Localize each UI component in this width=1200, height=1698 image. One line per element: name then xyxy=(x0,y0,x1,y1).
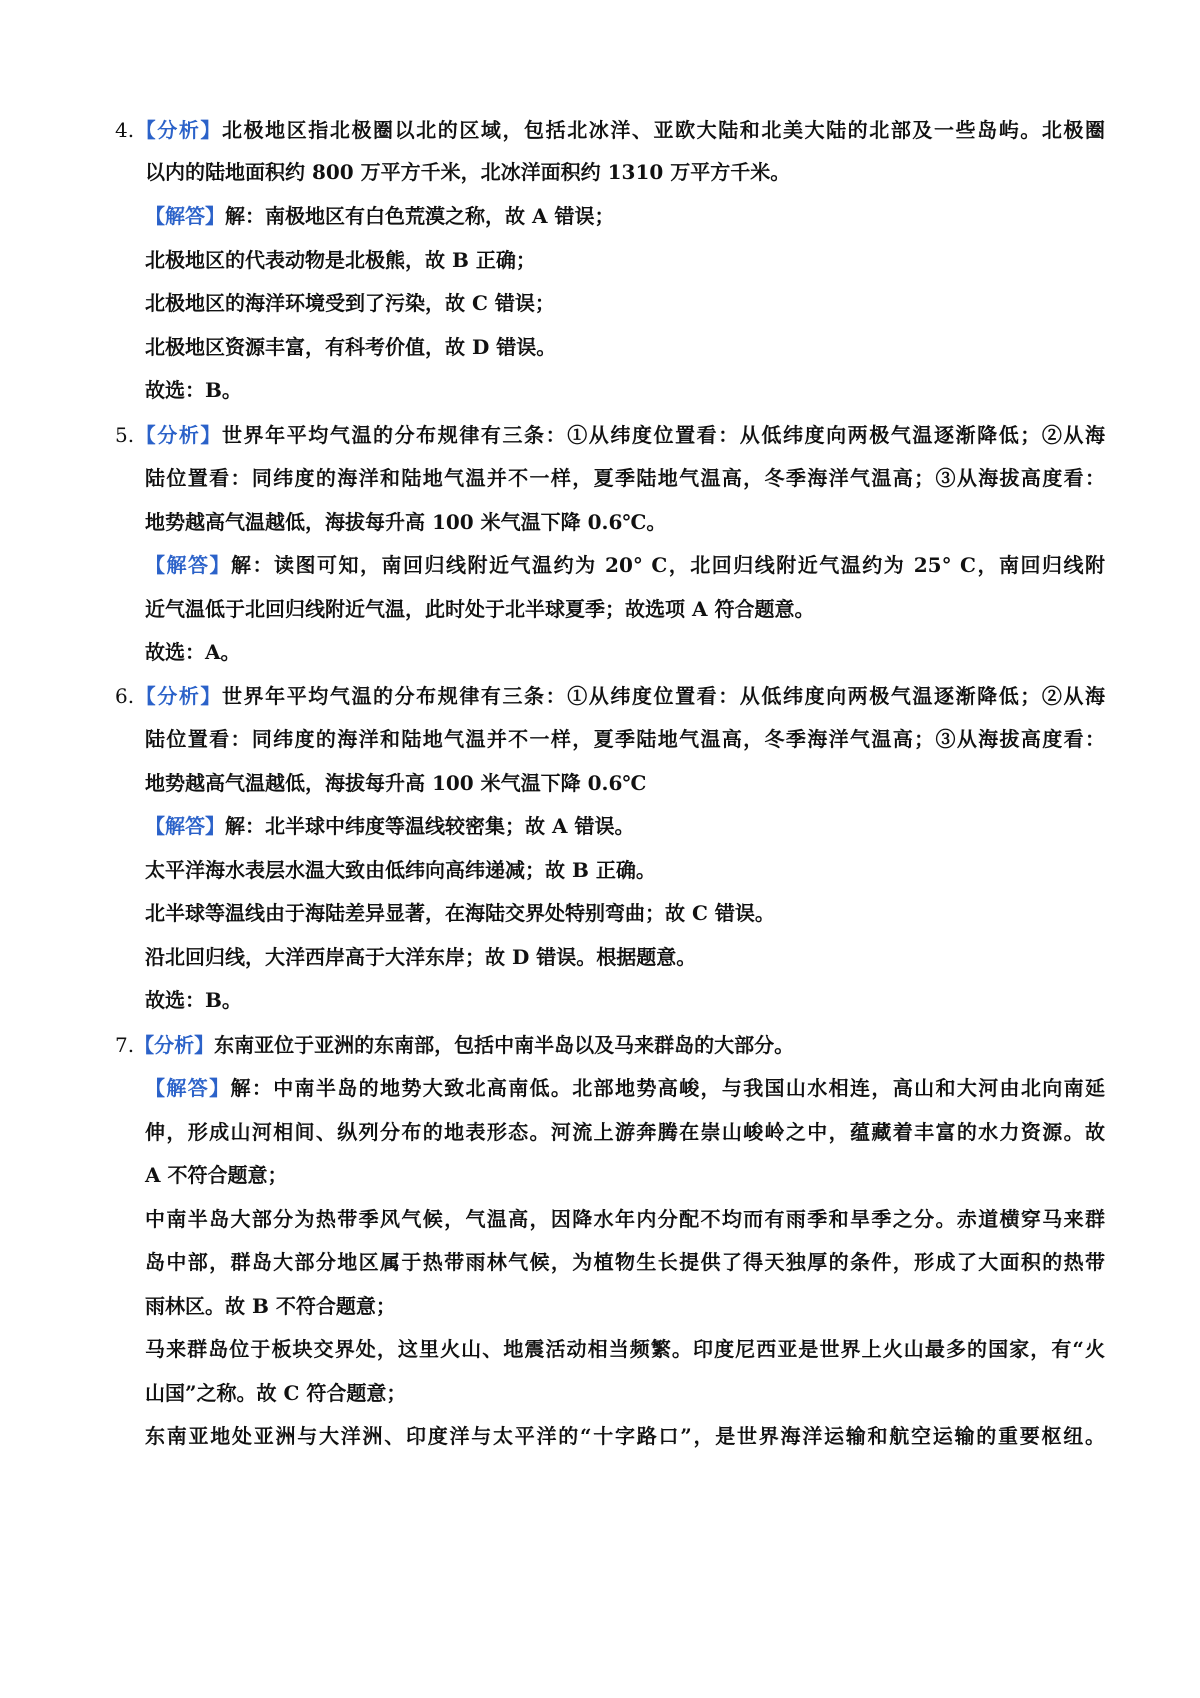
q6-analysis-line-1 xyxy=(115,681,1106,711)
q5-analysis-line-2 xyxy=(145,463,1105,493)
q7-answer-text-3: A 不符合题意； xyxy=(145,1163,288,1187)
q7-answer-text-2: 伸，形成山河相间、纵列分布的地表形态。河流上游奔腾在崇山峻岭之中，蕴藏着丰富的水力资源。故 xyxy=(145,1120,1105,1144)
q4-analysis-line-2 xyxy=(145,157,1105,187)
q7-answer-tag: 【解答】 xyxy=(145,1076,231,1100)
q5-answer-line-2 xyxy=(145,594,1105,624)
q6-choice-line xyxy=(145,985,1105,1015)
q6-answer-line-3 xyxy=(145,898,1105,928)
q4-answer-tag: 【解答】 xyxy=(145,204,225,228)
q7-answer-line-5 xyxy=(145,1247,1105,1277)
q6-analysis-text-2: 陆位置看：同纬度的海洋和陆地气温并不一样，夏季陆地气温高，冬季海洋气温高；③从海拔高度看： xyxy=(145,727,1105,751)
q7-answer-line-1 xyxy=(145,1073,1105,1103)
q4-analysis-tag: 【分析】 xyxy=(134,118,222,142)
q4-analysis-line-1 xyxy=(115,115,1106,145)
q7-answer-text-6: 雨林区。故 B 不符合题意； xyxy=(145,1294,396,1318)
q6-analysis-tag: 【分析】 xyxy=(134,684,222,708)
q6-answer-text-2: 太平洋海水表层水温大致由低纬向高纬递减；故 B 正确。 xyxy=(145,858,656,882)
q6-answer-tag: 【解答】 xyxy=(145,814,225,838)
q7-answer-text-1: 解：中南半岛的地势大致北高南低。北部地势高峻，与我国山水相连，高山和大河由北向南延 xyxy=(230,1076,1106,1100)
q4-answer-line-1 xyxy=(145,201,1105,231)
q5-answer-line-1 xyxy=(145,550,1105,580)
q7-answer-text-7: 马来群岛位于板块交界处，这里火山、地震活动相当频繁。印度尼西亚是世界上火山最多的国家，有“火 xyxy=(145,1337,1105,1361)
q7-answer-text-4: 中南半岛大部分为热带季风气候，气温高，因降水年内分配不均而有雨季和旱季之分。赤道横穿马来群 xyxy=(145,1207,1105,1231)
q7-answer-text-5: 岛中部，群岛大部分地区属于热带雨林气候，为植物生长提供了得天独厚的条件，形成了大面积的热带 xyxy=(145,1250,1105,1274)
q6-answer-line-2 xyxy=(145,855,1105,885)
q7-answer-line-6 xyxy=(145,1291,1105,1321)
q7-answer-line-7 xyxy=(145,1334,1105,1364)
q5-choice-line xyxy=(145,637,1105,667)
q6-analysis-text-1: 世界年平均气温的分布规律有三条：①从纬度位置看：从低纬度向两极气温逐渐降低；②从海 xyxy=(221,684,1106,708)
q6-answer-text-4: 沿北回归线，大洋西岸高于大洋东岸；故 D 错误。根据题意。 xyxy=(145,945,697,969)
q5-analysis-tag: 【分析】 xyxy=(134,423,222,447)
q4-answer-line-4 xyxy=(145,332,1105,362)
q5-analysis-text-2: 陆位置看：同纬度的海洋和陆地气温并不一样，夏季陆地气温高，冬季海洋气温高；③从海拔高度看： xyxy=(145,466,1105,490)
q4-choice-line xyxy=(145,375,1105,405)
q5-analysis-line-3 xyxy=(145,507,1105,537)
q6-choice: 故选：B。 xyxy=(145,988,242,1012)
q7-analysis-line-1 xyxy=(115,1030,1075,1060)
q4-answer-text-2: 北极地区的代表动物是北极熊，故 B 正确； xyxy=(145,248,536,272)
q6-answer-text-1: 解：北半球中纬度等温线较密集；故 A 错误。 xyxy=(225,814,635,838)
q4-answer-text-4: 北极地区资源丰富，有科考价值，故 D 错误。 xyxy=(145,335,557,359)
q4-number: 4. xyxy=(115,118,135,142)
q5-analysis-line-1 xyxy=(115,420,1106,450)
q6-number: 6. xyxy=(115,684,135,708)
q5-answer-tag: 【解答】 xyxy=(145,553,232,577)
q7-answer-text-9: 东南亚地处亚洲与大洋洲、印度洋与太平洋的“十字路口”，是世界海洋运输和航空运输的重要枢纽。 xyxy=(145,1424,1105,1448)
q5-analysis-text-3: 地势越高气温越低，海拔每升高 100 米气温下降 0.6℃。 xyxy=(145,510,667,534)
q6-answer-line-4 xyxy=(145,942,1105,972)
q7-answer-text-8: 山国”之称。故 C 符合题意； xyxy=(145,1381,407,1405)
q4-answer-line-3 xyxy=(145,288,1105,318)
q4-answer-text-1: 解：南极地区有白色荒漠之称，故 A 错误； xyxy=(225,204,615,228)
q4-choice: 故选：B。 xyxy=(145,378,242,402)
q6-analysis-text-3: 地势越高气温越低，海拔每升高 100 米气温下降 0.6℃ xyxy=(145,771,647,795)
q6-analysis-line-3 xyxy=(145,768,1105,798)
q4-answer-line-2 xyxy=(145,245,1105,275)
q6-analysis-line-2 xyxy=(145,724,1105,754)
q5-analysis-text-1: 世界年平均气温的分布规律有三条：①从纬度位置看：从低纬度向两极气温逐渐降低；②从海 xyxy=(221,423,1106,447)
q7-answer-line-8 xyxy=(145,1378,1105,1408)
q4-analysis-text-1: 北极地区指北极圈以北的区域，包括北冰洋、亚欧大陆和北美大陆的北部及一些岛屿。北极圈 xyxy=(221,118,1106,142)
q4-answer-text-3: 北极地区的海洋环境受到了污染，故 C 错误； xyxy=(145,291,555,315)
q5-number: 5. xyxy=(115,423,135,447)
q5-choice: 故选：A。 xyxy=(145,640,241,664)
q4-analysis-text-2: 以内的陆地面积约 800 万平方千米，北冰洋面积约 1310 万平方千米。 xyxy=(145,160,791,184)
q5-answer-text-1: 解：读图可知，南回归线附近气温约为 20° C，北回归线附近气温约为 25° C，南回归线附 xyxy=(231,553,1105,577)
q5-answer-text-2: 近气温低于北回归线附近气温，此时处于北半球夏季；故选项 A 符合题意。 xyxy=(145,597,815,621)
q7-analysis-tag: 【分析】 xyxy=(134,1033,215,1057)
q7-answer-line-4 xyxy=(145,1204,1105,1234)
q7-number: 7. xyxy=(115,1033,135,1057)
q6-answer-text-3: 北半球等温线由于海陆差异显著，在海陆交界处特别弯曲；故 C 错误。 xyxy=(145,901,775,925)
q7-answer-line-2 xyxy=(145,1117,1105,1147)
q7-answer-line-9 xyxy=(145,1421,1105,1451)
q7-answer-line-3 xyxy=(145,1160,1105,1190)
q7-analysis-text-1: 东南亚位于亚洲的东南部，包括中南半岛以及马来群岛的大部分。 xyxy=(214,1033,795,1057)
q6-answer-line-1 xyxy=(145,811,1105,841)
